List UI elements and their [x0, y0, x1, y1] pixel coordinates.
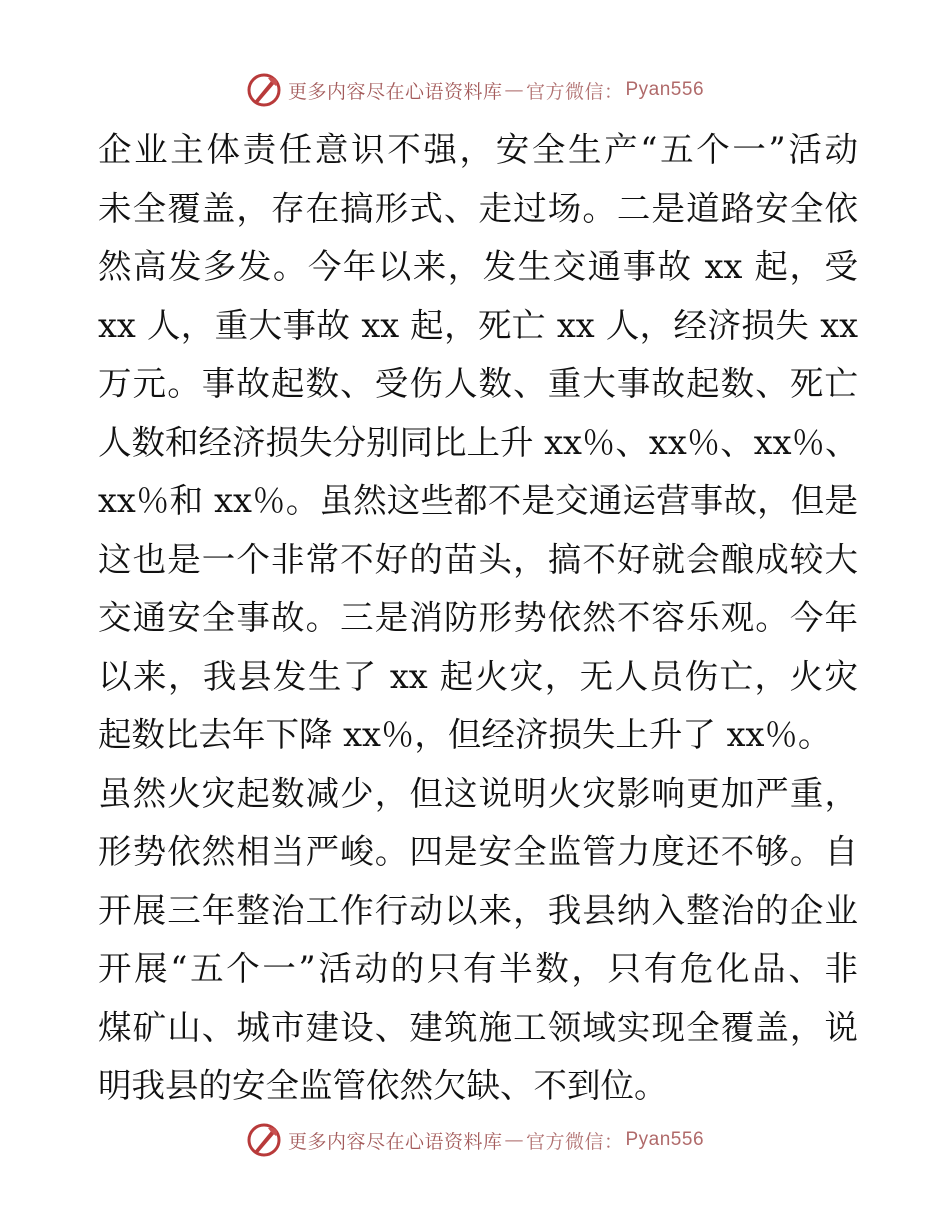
- body-line: 这也是一个非常不好的苗头，搞不好就会酿成较大: [98, 539, 858, 579]
- body-line: 万元。事故起数、受伤人数、重大事故起数、死亡: [98, 364, 858, 403]
- banner-dash: —: [504, 1129, 524, 1151]
- quill-logo-icon: [246, 72, 282, 108]
- body-line: 企业主体责任意识不强，安全生产“五个一”活动: [98, 130, 858, 169]
- banner-main-text: 更多内容尽在心语资料库: [287, 1130, 503, 1153]
- body-line: 明我县的安全监管依然欠缺、不到位。: [98, 1066, 668, 1105]
- banner-main-text: 更多内容尽在心语资料库: [287, 80, 503, 103]
- banner-account: Pyan556: [625, 1129, 705, 1150]
- banner-wechat-label: 官方微信：: [525, 80, 624, 103]
- body-line: 虽然火灾起数减少，但这说明火灾影响更加严重，: [98, 773, 858, 813]
- body-line: 然高发多发。今年以来，发生交通事故 xx 起，受: [98, 247, 858, 286]
- body-line: 开展三年整治工作行动以来，我县纳入整治的企业: [98, 890, 858, 930]
- banner-account: Pyan556: [625, 79, 705, 100]
- quill-logo-icon: [246, 1122, 282, 1158]
- body-line: 人数和经济损失分别同比上升 xx％、xx％、xx％、: [98, 422, 859, 462]
- body-line: 开展“五个一”活动的只有半数，只有危化品、非: [98, 949, 858, 988]
- body-line: 煤矿山、城市建设、建筑施工领域实现全覆盖，说: [98, 1007, 858, 1047]
- body-line: xx％和 xx％。虽然这些都不是交通运营事故，但是: [98, 481, 858, 520]
- body-line: 形势依然相当严峻。四是安全监管力度还不够。自: [98, 832, 858, 871]
- banner-dash: —: [504, 79, 524, 101]
- header-banner: [0, 70, 950, 110]
- document-body: [98, 121, 858, 1116]
- body-line: 起数比去年下降 xx％，但经济损失上升了 xx％。: [98, 715, 832, 754]
- body-line: xx 人，重大事故 xx 起，死亡 xx 人，经济损失 xx: [98, 305, 858, 345]
- banner-wechat-label: 官方微信：: [525, 1130, 624, 1153]
- body-line: 未全覆盖，存在搞形式、走过场。二是道路安全依: [98, 188, 858, 228]
- body-line: 以来，我县发生了 xx 起火灾，无人员伤亡，火灾: [98, 656, 858, 696]
- footer-banner: [0, 1120, 950, 1160]
- body-line: 交通安全事故。三是消防形势依然不容乐观。今年: [98, 598, 858, 637]
